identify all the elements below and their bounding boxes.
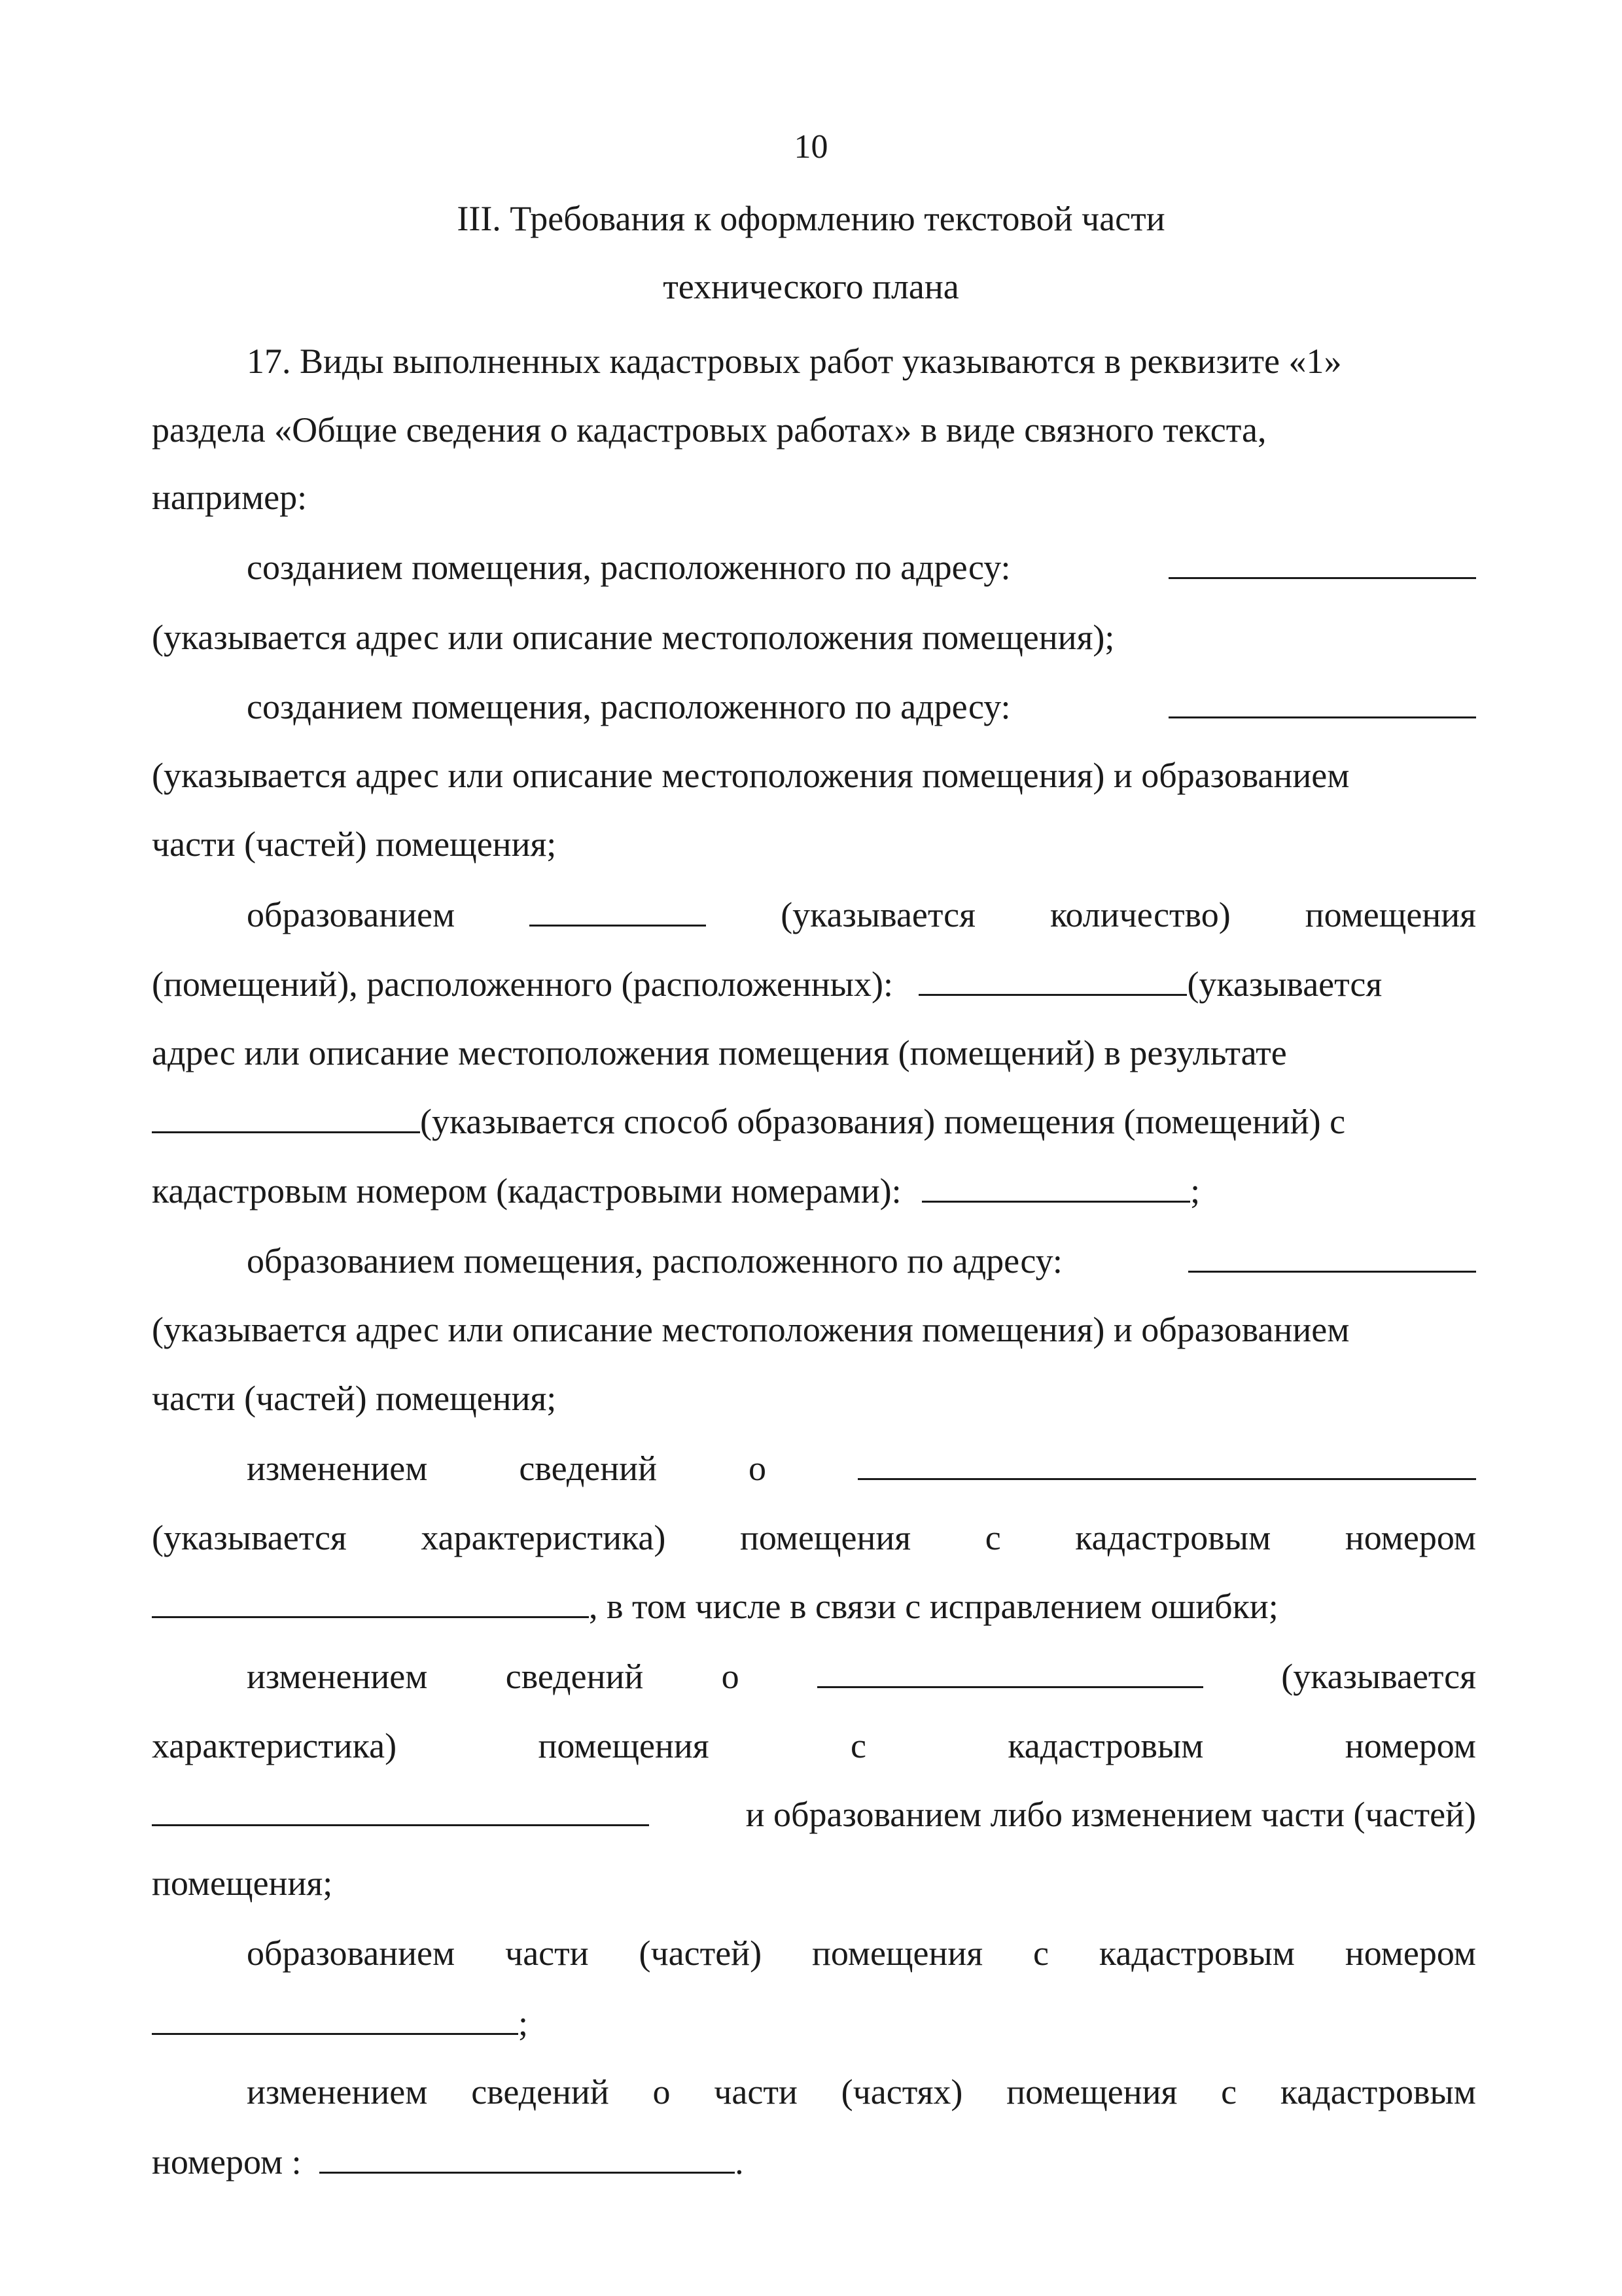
word: изменением	[247, 1449, 428, 1488]
item-7-line-1	[247, 1932, 1476, 1974]
section-heading-line-2: технического плана	[663, 267, 959, 306]
word: (частей)	[639, 1934, 762, 1973]
word: о	[748, 1449, 766, 1488]
word: (частях)	[841, 2072, 963, 2111]
word: кадастровым	[1280, 2072, 1476, 2111]
method-blank	[152, 1104, 420, 1133]
word: номером	[1345, 1518, 1476, 1557]
item-5-line-3	[152, 1585, 1476, 1627]
word: помещения	[811, 1934, 983, 1973]
page-number: 10	[794, 128, 828, 166]
item-2-text: созданием помещения, расположенного по адресу:	[247, 687, 1011, 726]
item-8-line-2	[152, 2141, 1476, 2183]
word: части	[714, 2072, 798, 2111]
word: ;	[1190, 1171, 1201, 1210]
item-8-line-1	[247, 2071, 1476, 2113]
word: кадастровым	[1075, 1518, 1271, 1557]
word: с	[1221, 2072, 1237, 2111]
word: и образованием либо изменением части (частей)	[745, 1795, 1476, 1834]
address-blank	[919, 966, 1187, 996]
word: .	[735, 2142, 744, 2181]
word: о	[652, 2072, 671, 2111]
word: образованием	[247, 895, 455, 934]
item-1-text: созданием помещения, расположенного по адресу:	[247, 548, 1011, 587]
cadastral-number-blank	[319, 2144, 735, 2174]
item-4-line-2: (указывается адрес или описание местоположения помещения) и образованием	[152, 1310, 1350, 1349]
word: номером	[1345, 1934, 1476, 1973]
quantity-blank	[529, 897, 706, 927]
word: образованием	[247, 1934, 455, 1973]
item-2-line-2: (указывается адрес или описание местоположения помещения) и образованием	[152, 756, 1350, 795]
address-blank	[1188, 1243, 1476, 1273]
characteristic-blank	[858, 1451, 1476, 1480]
item-5-line-1	[247, 1447, 1476, 1489]
word: кадастровым	[1099, 1934, 1295, 1973]
word: помещения	[1305, 895, 1476, 934]
item-3-line-3: адрес или описание местоположения помещения (помещений) в результате	[152, 1033, 1287, 1072]
address-blank	[1169, 550, 1476, 579]
word: кадастровым номером (кадастровыми номерами):	[152, 1171, 902, 1210]
item-6-line-1	[247, 1655, 1476, 1697]
address-blank	[1169, 689, 1476, 718]
word: (указывается способ образования) помещения (помещений) с	[420, 1102, 1346, 1141]
word: сведений	[519, 1449, 657, 1488]
paragraph-17-line-3: например:	[152, 478, 308, 517]
item-3-line-2	[152, 963, 1476, 1005]
cadastral-number-blank	[152, 2005, 518, 2035]
cadastral-number-blank	[152, 1589, 589, 1618]
word: характеристика)	[152, 1726, 397, 1765]
word: с	[985, 1518, 1001, 1557]
word: (указывается	[1187, 964, 1383, 1004]
word: сведений	[505, 1657, 644, 1696]
item-1-line-2: (указывается адрес или описание местоположения помещения);	[152, 618, 1115, 657]
word: ;	[518, 2004, 529, 2043]
word: помещения	[739, 1518, 911, 1557]
word: номером :	[152, 2142, 302, 2181]
item-1-line-1	[247, 546, 1476, 588]
word: характеристика)	[421, 1518, 666, 1557]
word: (помещений), расположенного (расположенных):	[152, 964, 893, 1004]
word: (указывается	[152, 1518, 347, 1557]
item-6-line-2	[152, 1725, 1476, 1767]
word: о	[721, 1657, 739, 1696]
paragraph-17-line-1: 17. Виды выполненных кадастровых работ указываются в реквизите «1»	[247, 342, 1342, 381]
word: изменением	[247, 2072, 428, 2111]
paragraph-17-line-2: раздела «Общие сведения о кадастровых работах» в виде связного текста,	[152, 410, 1267, 450]
word: количество)	[1049, 895, 1231, 934]
cadastral-number-blank	[922, 1173, 1190, 1203]
word: помещения	[1006, 2072, 1178, 2111]
word: с	[1033, 1934, 1049, 1973]
item-3-line-1	[247, 894, 1476, 936]
word: изменением	[247, 1657, 428, 1696]
word: помещения	[538, 1726, 709, 1765]
word: сведений	[471, 2072, 609, 2111]
item-2-line-1	[247, 686, 1476, 728]
word: (указывается	[1281, 1657, 1476, 1696]
item-6-line-4: помещения;	[152, 1863, 333, 1903]
item-4-line-3: части (частей) помещения;	[152, 1379, 557, 1418]
item-3-line-4	[152, 1101, 1476, 1142]
word: части	[505, 1934, 589, 1973]
item-4-text: образованием помещения, расположенного по адресу:	[247, 1241, 1063, 1280]
item-7-line-2	[152, 2002, 1476, 2044]
item-5-line-2	[152, 1517, 1476, 1559]
section-heading	[0, 185, 1622, 321]
word: (указывается	[781, 895, 976, 934]
item-3-line-5	[152, 1170, 1476, 1212]
word: с	[851, 1726, 866, 1765]
item-6-line-3	[152, 1793, 1476, 1835]
word: номером	[1345, 1726, 1476, 1765]
section-heading-line-1: III. Требования к оформлению текстовой части	[457, 199, 1165, 238]
item-2-line-3: части (частей) помещения;	[152, 824, 557, 864]
cadastral-number-blank	[152, 1797, 649, 1826]
word: , в том числе в связи с исправлением ошибки;	[589, 1587, 1278, 1626]
item-4-line-1	[247, 1240, 1476, 1282]
word: кадастровым	[1008, 1726, 1204, 1765]
characteristic-blank	[817, 1659, 1203, 1688]
